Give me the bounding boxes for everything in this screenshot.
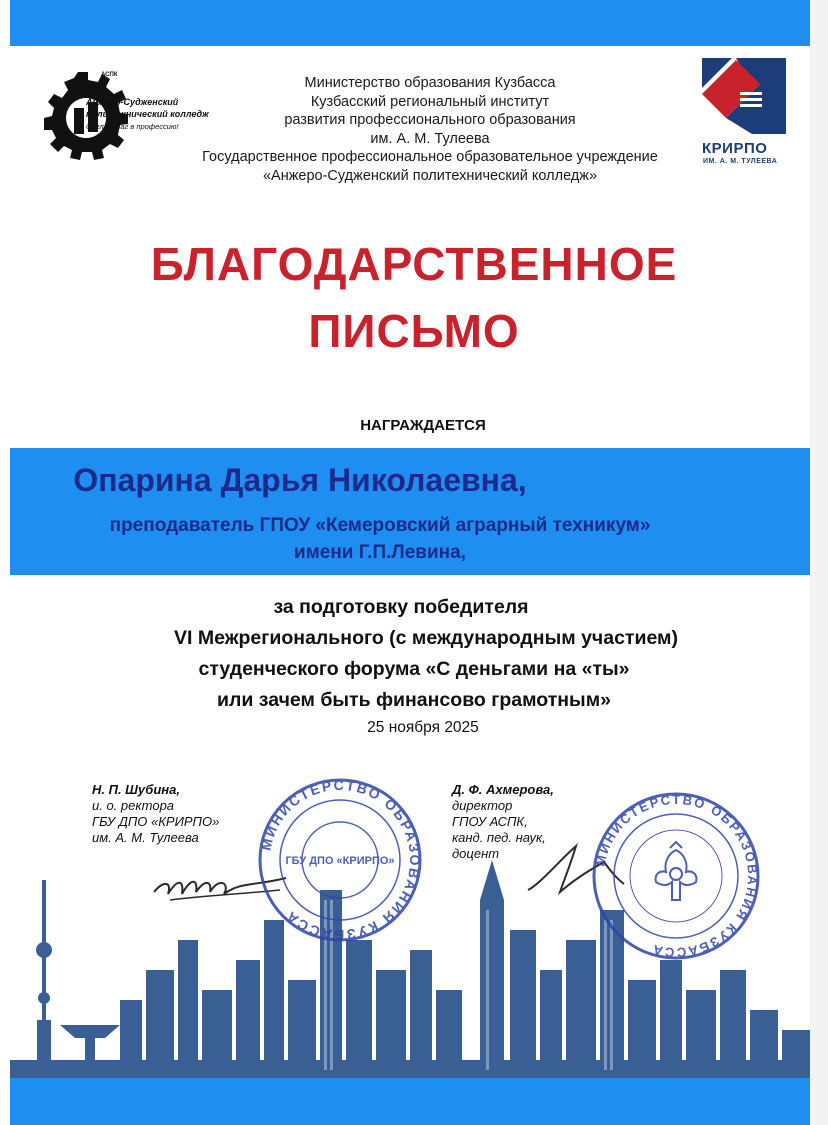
signatory-left-role3: им. А. М. Тулеева [92,830,199,845]
signatory-left [92,782,219,846]
recipient-position-line1: преподаватель ГПОУ «Кемеровский аграрный техникум» [109,515,651,536]
award-reason [0,592,828,716]
awarded-label: НАГРАЖДАЕТСЯ [360,417,486,434]
document-title-line2: ПИСЬМО [308,305,520,357]
recipient-position-line2: имени Г.П.Левина, [294,542,466,563]
signatory-left-role2: ГБУ ДПО «КРИРПО» [92,814,220,829]
recipient-position [0,512,760,566]
reason-line3: студенческого форума «С деньгами на «ты» [198,658,630,680]
document-title-line1: БЛАГОДАРСТВЕННОЕ [150,238,678,290]
header-line-3: развития профессионального образования [284,112,576,128]
signatory-right-role1: директор [452,798,513,813]
stamp2-outer-text: МИНИСТЕРСТВО ОБРАЗОВАНИЯ КУЗБАССА [592,791,761,961]
signatory-left-role1: и. о. ректора [92,798,175,813]
recipient-name: Опарина Дарья Николаевна, [73,462,527,498]
aspk-abbr: АСПК [101,72,118,78]
signatory-right-role3: канд. пед. наук, [452,830,546,845]
header-line-5: Государственное профессиональное образовательное учреждение [202,149,658,165]
header-line-1: Министерство образования Кузбасса [304,75,556,91]
reason-line2: VI Межрегионального (с международным участием) [174,627,678,649]
issuer-header [150,74,710,185]
header-line-4: им. А. М. Тулеева [370,130,490,147]
aspk-name-line2: политехнический колледж [86,109,209,119]
signatory-right-role4: доцент [452,846,500,861]
bottom-blue-bar [10,1078,810,1125]
kripo-name: КРИРПО [702,140,768,157]
aspk-slogan: Сделай шаг в профессию! [86,122,179,131]
signatory-left-name: Н. П. Шубина, [92,782,180,797]
stamp1-outer-text: МИНИСТЕРСТВО ОБРАЗОВАНИЯ КУЗБАССА [257,776,424,944]
reason-line1: за подготовку победителя [273,596,529,618]
stamp-kripo [256,776,424,944]
award-date: 25 ноября 2025 [367,719,479,736]
signatory-right-role2: ГПОУ АСПК, [452,814,528,829]
signatory-right-name: Д. Ф. Ахмерова, [452,782,554,797]
top-blue-bar [10,0,810,46]
reason-line4: или зачем быть финансово грамотным» [217,689,611,711]
header-line-2: Кузбасский региональный институт [310,93,550,110]
stamp1-center-text: ГБУ ДПО «КРИРПО» [285,855,395,867]
stamp-aspk [590,790,762,962]
coat-of-arms-icon [656,842,697,900]
page-edge [810,0,828,1125]
header-line-6: «Анжеро-Судженский политехнический колледж» [262,167,598,184]
kripo-subtitle: ИМ. А. М. ТУЛЕЕВА [703,158,778,165]
aspk-name-line1: Анжеро-Судженский [86,97,179,107]
